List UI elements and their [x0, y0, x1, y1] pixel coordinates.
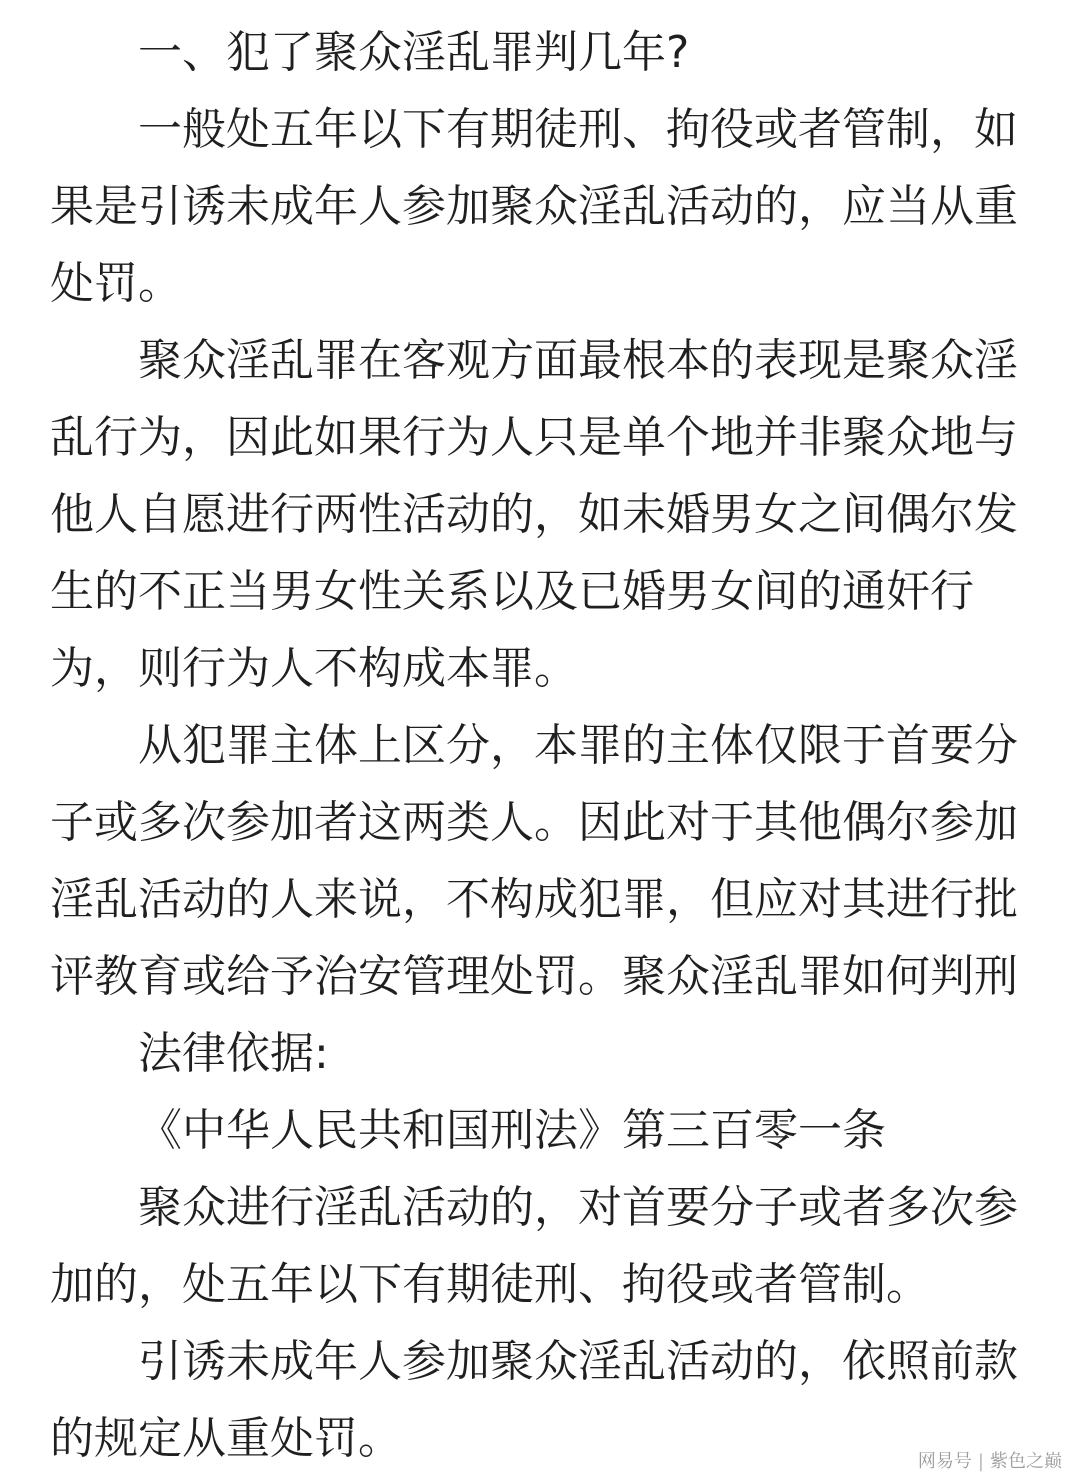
paragraph-subject-distinction: 从犯罪主体上区分，本罪的主体仅限于首要分子或多次参加者这两类人。因此对于其他偶尔参加淫乱活动的人来说，不构成犯罪，但应对其进行批评教育或给予治安管理处罚。聚众淫乱罪如何判刑	[50, 720, 1018, 1002]
paragraph-sentence-summary: 一般处五年以下有期徒刑、拘役或者管制，如果是引诱未成年人参加聚众淫乱活动的，应当从重处罚。	[50, 104, 1018, 309]
article-heading: 一、犯了聚众淫乱罪判几年?	[138, 27, 690, 78]
law-clause-1: 聚众进行淫乱活动的，对首要分子或者多次参加的，处五年以下有期徒刑、拘役或者管制。	[50, 1182, 1018, 1310]
watermark-author: 紫色之巅	[990, 1451, 1062, 1472]
law-article-title: 《中华人民共和国刑法》第三百零一条	[138, 1105, 886, 1156]
watermark	[918, 1447, 1062, 1473]
article-body	[50, 14, 1020, 1477]
watermark-separator: |	[977, 1451, 984, 1472]
legal-basis-label: 法律依据:	[138, 1028, 329, 1079]
paragraph-objective-aspect: 聚众淫乱罪在客观方面最根本的表现是聚众淫乱行为，因此如果行为人只是单个地并非聚众地与他人自愿进行两性活动的，如未婚男女之间偶尔发生的不正当男女性关系以及已婚男女间的通奸行为，则行为人不构成本罪。	[50, 335, 1018, 694]
watermark-brand: 网易号	[917, 1451, 972, 1472]
law-clause-2: 引诱未成年人参加聚众淫乱活动的，依照前款的规定从重处罚。	[50, 1336, 1018, 1464]
